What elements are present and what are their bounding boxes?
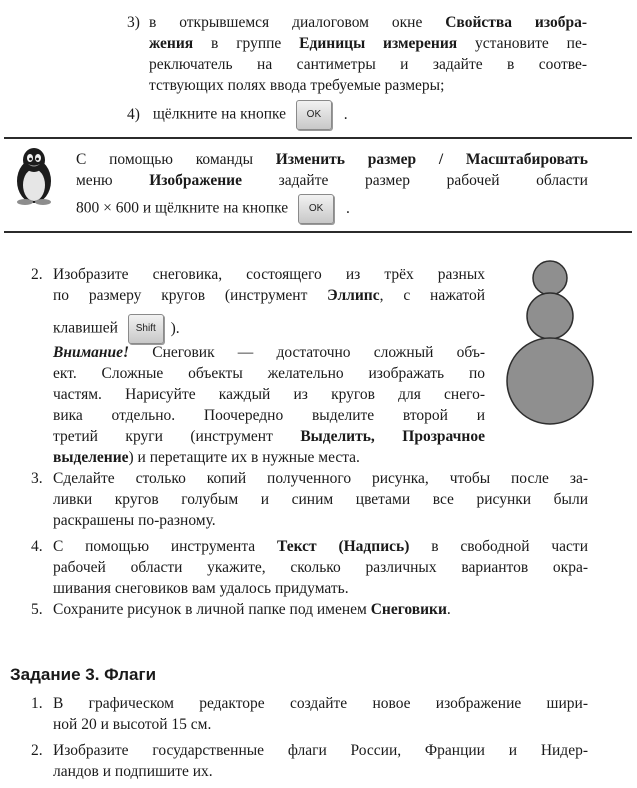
- attention-line: выделение) и перетащите их в нужные места.: [53, 449, 360, 466]
- bold-term: жения: [149, 35, 194, 52]
- task-2-shift-close: ).: [170, 319, 180, 337]
- task-4-number: 4.: [31, 538, 43, 555]
- bold-term: Изображение: [149, 172, 242, 189]
- task-2-line: Изобразите снеговика, состоящего из трёх разных: [53, 266, 485, 283]
- task-3-line: Сделайте столько копий полученного рисунка, чтобы после за-: [53, 470, 588, 487]
- flags-task-2-line: ландов и подпишите их.: [53, 763, 213, 780]
- attention-line: вика отдельно. Поочередно выделите второй и: [53, 407, 485, 424]
- tux-penguin-icon: [10, 147, 58, 205]
- bold-term: Свойства изобра-: [445, 14, 587, 31]
- task-5-text: [53, 599, 588, 620]
- section-title: Задание 3. Флаги: [10, 665, 157, 684]
- step-4-number: 4): [127, 105, 140, 123]
- step-4: [127, 100, 348, 130]
- bold-term: Текст (Надпись): [277, 538, 410, 555]
- bold-term: выделение: [53, 449, 129, 466]
- attention-line: частям. Нарисуйте каждый из кругов для снего-: [53, 386, 485, 403]
- flags-task-2-number: 2.: [31, 742, 43, 759]
- step-3-line: в открывшемся диалоговом окне Свойства изобра-: [149, 14, 587, 31]
- note-bottom-rule: [4, 231, 632, 233]
- bold-term: Выделить, Прозрачное: [300, 428, 485, 445]
- snowman-middle-circle: [527, 293, 573, 339]
- note-line-3: [76, 194, 588, 224]
- bold-term: Эллипс: [327, 287, 380, 304]
- step-3-line: реключатель на сантиметры и задайте в соотве-: [149, 56, 587, 73]
- attention-line: ект. Сложные объекты желательно изображать по: [53, 365, 485, 382]
- snowman-head-circle: [533, 261, 567, 295]
- step-4-period: .: [343, 105, 348, 123]
- flags-task-1-line: В графическом редакторе создайте новое изображение шири-: [53, 695, 588, 712]
- step-3-number: 3): [127, 14, 140, 31]
- task-4-line: рабочей области укажите, сколько различных вариантов окра-: [53, 559, 588, 576]
- flags-task-2-line: Изобразите государственные флаги России, Франции и Нидер-: [53, 742, 588, 759]
- bold-term: Единицы измерения: [299, 35, 458, 52]
- note-line: меню Изображение задайте размер рабочей области: [76, 172, 588, 189]
- note-top-rule: [4, 137, 632, 139]
- task-4-line: С помощью инструмента Текст (Надпись) в свободной части: [53, 538, 589, 555]
- section-heading: [10, 664, 156, 685]
- note-line-3-text: 800 × 600 и щёлкните на кнопке: [76, 199, 289, 217]
- flags-task-1-line: ной 20 и высотой 15 см.: [53, 716, 212, 733]
- task-2-number: 2.: [31, 266, 43, 283]
- snowman-bottom-circle: [507, 338, 593, 424]
- step-3-text: [149, 12, 587, 96]
- attention-line: третий круги (инструмент Выделить, Прозрачное: [53, 428, 485, 445]
- step-4-text: щёлкните на кнопке: [152, 105, 287, 123]
- ok-button[interactable]: OK: [298, 194, 334, 224]
- bold-term: Снеговики: [370, 601, 447, 618]
- task-2-shift-line: [53, 314, 485, 342]
- task-3-line: раскрашены по-разному.: [53, 512, 216, 529]
- task-4-text: [53, 536, 588, 599]
- task-2-line: по размеру кругов (инструмент Эллипс, с нажатой: [53, 287, 486, 304]
- task-3-number: 3.: [31, 470, 43, 487]
- italic-term: Внимание!: [53, 344, 130, 361]
- flags-task-1-number: 1.: [31, 695, 43, 712]
- task-4-line: шивания снеговиков вам удалось придумать.: [53, 580, 349, 597]
- step-3-line: тствующих полях ввода требуемые размеры;: [149, 77, 445, 94]
- bold-term: Изменить размер / Масштабировать: [275, 151, 588, 168]
- snowman-figure: [505, 258, 595, 428]
- note-line: С помощью команды Изменить размер / Масштабировать: [76, 151, 588, 168]
- flags-task-1-text: [53, 693, 588, 735]
- task-5-line: Сохраните рисунок в личной папке под именем Снеговики.: [53, 601, 451, 618]
- task-5-number: 5.: [31, 601, 43, 618]
- task-3-line: ливки кругов голубым и синим цветами все рисунки были: [53, 491, 588, 508]
- task-2-text: [53, 264, 485, 468]
- task-3-text: [53, 468, 588, 531]
- task-2-shift-text: клавишей: [53, 319, 118, 337]
- note-block: [76, 149, 588, 224]
- ok-button[interactable]: OK: [296, 100, 332, 130]
- attention-line: Внимание! Снеговик — достаточно сложный объ-: [53, 344, 485, 361]
- step-3-line: жения в группе Единицы измерения установите пе-: [149, 35, 587, 52]
- shift-key[interactable]: Shift: [128, 314, 164, 344]
- note-line-3-period: .: [345, 199, 350, 217]
- flags-task-2-text: [53, 740, 588, 782]
